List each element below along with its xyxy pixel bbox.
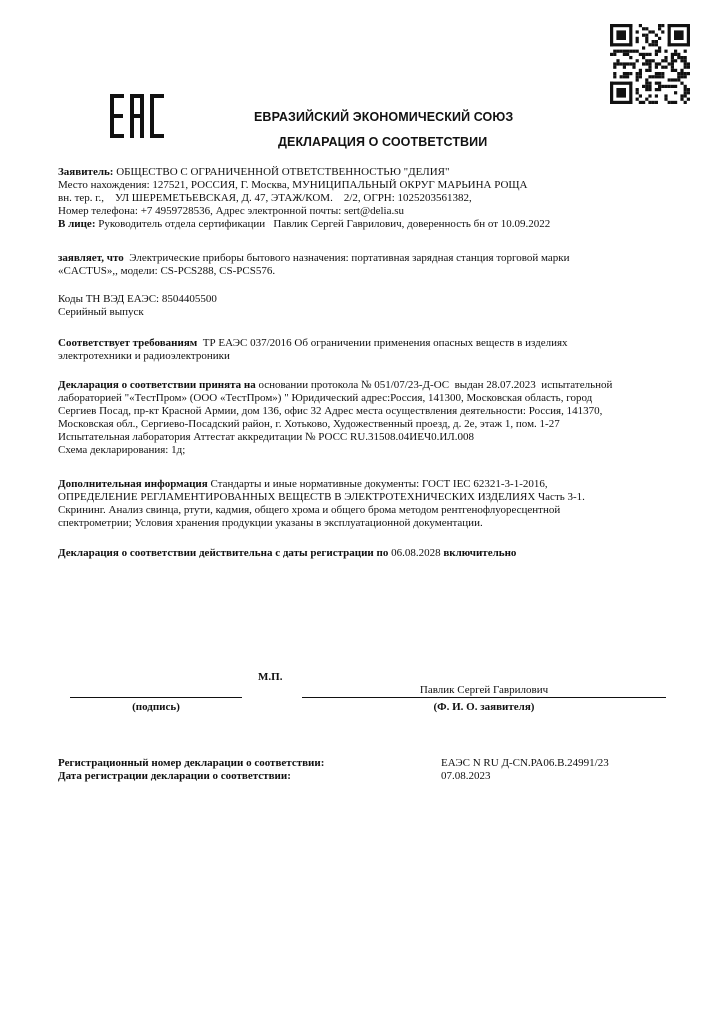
name-caption: (Ф. И. О. заявителя) — [433, 701, 535, 713]
basis-line-3: Сергиев Посад, пр-кт Красной Армии, дом 136, офис 32 Адрес места осуществления деятельности: Россия, 141370, — [58, 405, 603, 417]
applicant-block — [58, 166, 550, 231]
seal-mark: М.П. — [258, 671, 283, 683]
validity-label: Декларация о соответствии действительна с даты регистрации по — [58, 547, 389, 559]
validity-date: 06.08.2028 — [388, 547, 444, 559]
applicant-line — [58, 166, 550, 179]
applicant-name: ОБЩЕСТВО С ОГРАНИЧЕННОЙ ОТВЕТСТВЕННОСТЬЮ "ДЕЛИЯ" — [116, 166, 450, 178]
qr-code — [610, 24, 690, 104]
applicant-person-line — [58, 218, 550, 231]
requirements-line-2: электротехники и радиоэлектроники — [58, 350, 230, 362]
validity-suffix: включительно — [443, 547, 517, 559]
additional-block — [58, 478, 585, 530]
registration-date-label: Дата регистрации декларации о соответствии: — [58, 770, 291, 782]
registration-number: ЕАЭС N RU Д-CN.РА06.В.24991/23 — [441, 757, 609, 769]
basis-line-4: Московская обл., Сергиево-Посадский район, г. Хотьково, Художественный проезд, д. 2е, этаж 1, пом. 1-27 — [58, 418, 560, 430]
codes-block — [58, 293, 217, 319]
series-type: Серийный выпуск — [58, 306, 144, 318]
validity-line — [58, 547, 516, 560]
name-line — [302, 697, 666, 698]
declares-label: заявляет, что — [58, 252, 124, 264]
declares-block — [58, 252, 569, 278]
qr-code-icon — [610, 24, 690, 104]
basis-line-1: Декларация о соответствии принята на основании протокола № 051/07/23-Д-ОС выдан 28.07.2023 испытательной — [58, 379, 613, 391]
applicant-contact: Номер телефона: +7 4959728536, Адрес электронной почты: sert@delia.su — [58, 205, 405, 217]
basis-line-5: Испытательная лаборатория Аттестат аккредитации № РОСС RU.31508.04ИЕЧ0.ИЛ.008 — [58, 431, 475, 443]
basis-line-6: Схема декларирования: 1д; — [58, 444, 186, 456]
applicant-address-2: вн. тер. г., УЛ ШЕРЕМЕТЬЕВСКАЯ, Д. 47, ЭТАЖ/КОМ. 2/2, ОГРН: 1025203561382, — [58, 192, 472, 204]
declares-line-2: «CACTUS»,, модели: CS-PCS288, CS-PCS576. — [58, 265, 276, 277]
applicant-address-1: Место нахождения: 127521, РОССИЯ, Г. Москва, МУНИЦИПАЛЬНЫЙ ОКРУГ МАРЬИНА РОЩА — [58, 179, 528, 191]
additional-label: Дополнительная информация — [58, 478, 208, 490]
person-label: В лице: — [58, 218, 96, 230]
eac-logo — [110, 94, 166, 138]
additional-line-1: Дополнительная информация Стандарты и иные нормативные документы: ГОСТ IEC 62321-3-1-2016, — [58, 478, 548, 490]
requirements-line-1: Соответствует требованиям ТР ЕАЭС 037/2016 Об ограничении применения опасных веществ в изделиях — [58, 337, 568, 349]
registration-date: 07.08.2023 — [441, 770, 491, 782]
union-title: ЕВРАЗИЙСКИЙ ЭКОНОМИЧЕСКИЙ СОЮЗ — [254, 110, 514, 124]
applicant-label: Заявитель: — [58, 166, 114, 178]
person-value: Руководитель отдела сертификации Павлик Сергей Гаврилович, доверенность бн от 10.09.2022 — [98, 218, 551, 230]
signature-caption: (подпись) — [132, 701, 180, 713]
document-title: ДЕКЛАРАЦИЯ О СООТВЕТСТВИИ — [278, 135, 488, 149]
eac-mark-icon — [110, 94, 166, 138]
basis-label: Декларация о соответствии принята на — [58, 379, 256, 391]
requirements-block — [58, 337, 568, 363]
registration-number-label: Регистрационный номер декларации о соответствии: — [58, 757, 325, 769]
additional-line-4: спектрометрии; Условия хранения продукции указаны в эксплуатационной документации. — [58, 517, 483, 529]
declares-line-1: заявляет, что Электрические приборы бытового назначения: портативная зарядная станция торговой марки — [58, 252, 570, 264]
applicant-full-name: Павлик Сергей Гаврилович — [419, 684, 549, 696]
additional-line-2: ОПРЕДЕЛЕНИЕ РЕГЛАМЕНТИРОВАННЫХ ВЕЩЕСТВ В ЭЛЕКТРОТЕХНИЧЕСКИХ ИЗДЕЛИЯХ Часть 3-1. — [58, 491, 585, 503]
basis-block — [58, 379, 612, 457]
additional-line-3: Скрининг. Анализ свинца, ртути, кадмия, общего хрома и общего брома методом рентгенофлуоресцентной — [58, 504, 561, 516]
tnved-code: Коды ТН ВЭД ЕАЭС: 8504405500 — [58, 293, 217, 305]
basis-line-2: лабораторией "«ТестПром» (ООО «ТестПром») " Юридический адрес:Россия, 141300, Московская область, город — [58, 392, 593, 404]
signature-line — [70, 697, 242, 698]
requirements-label: Соответствует требованиям — [58, 337, 198, 349]
